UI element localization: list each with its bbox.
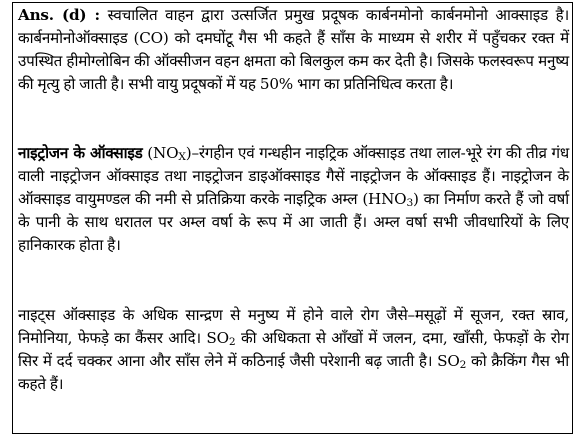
so2-subscript-1: 2: [228, 335, 236, 348]
health-effects-text-2: की अधिकता से आँखों में जलन, दमा, खाँसी, फेफड़ों के रोग सिर में दर्द चक्कर आना और साँस लेने में कठिनाई जैसी परेशानी बढ़ जाती है। SO: [18, 329, 569, 370]
nitrogen-oxides-text-2: ) का निर्माण करते हैं जो वर्षा के पानी के साथ धरातल पर अम्ल वर्षा के रूप में आ जाती हैं। अम्ल वर्षा सभी जीवधारियों के लिए हानिकारक होता है।: [18, 190, 569, 254]
answer-paragraph-nitrogen-oxides: [18, 142, 569, 303]
nitrogen-oxides-text-1: –रंगहीन एवं गन्धहीन नाइट्रिक ऑक्साइड तथा लाल-भूरे रंग की तीव्र गंध वाली नाइट्रोजन ऑक्साइड तथा नाइट्रोजन डाइऑक्साइड गैसें नाइट्रोजन के ऑक्साइड हैं। नाइट्रोजन के ऑक्साइड वायुमण्डल की नमी से प्रतिक्रिया करके नाइट्रिक अम्ल (HNO: [18, 144, 569, 208]
nitrogen-oxides-heading: नाइट्रोजन के ऑक्साइड: [18, 144, 143, 162]
answer-paragraph-carbon-monoxide: [18, 4, 569, 142]
so2-subscript-2: 2: [459, 358, 467, 371]
answer-label: Ans. (d) :: [18, 6, 100, 24]
answer-paragraph-health-effects: [18, 304, 569, 431]
nox-formula: $(NO_X)$: [147, 144, 192, 163]
health-effects-text-1: नाइट्स ऑक्साइड के अधिक सान्द्रण से मनुष्य में होने वाले रोग जैसे–मसूढ़ों में सूजन, रक्त स्राव, निमोनिया, फेफड़े का कैंसर आदि। SO: [18, 306, 569, 347]
health-effects-text-3: को क्रैकिंग गैस भी कहते हैं।: [18, 352, 569, 393]
hno3-subscript: 3: [406, 196, 413, 209]
carbon-monoxide-text: स्वचालित वाहन द्वारा उत्सर्जित प्रमुख प्रदूषक कार्बनमोनो कार्बनमोनो आक्साइड है। कार्बनमोनोऑक्साइड (CO) को दमघोंटू गैस भी कहते हैं साँस के माध्यम से शरीर में पहुँचकर रक्त में उपस्थित हीमोग्लोबिन की ऑक्सीजन वहन क्षमता को बिलकुल कम कर देती है। जिसके फलस्वरूप मनुष्य की मृत्यु हो जाती है। सभी वायु प्रदूषकों में यह 50% भाग का प्रतिनिधित्व करता है।: [18, 6, 569, 93]
